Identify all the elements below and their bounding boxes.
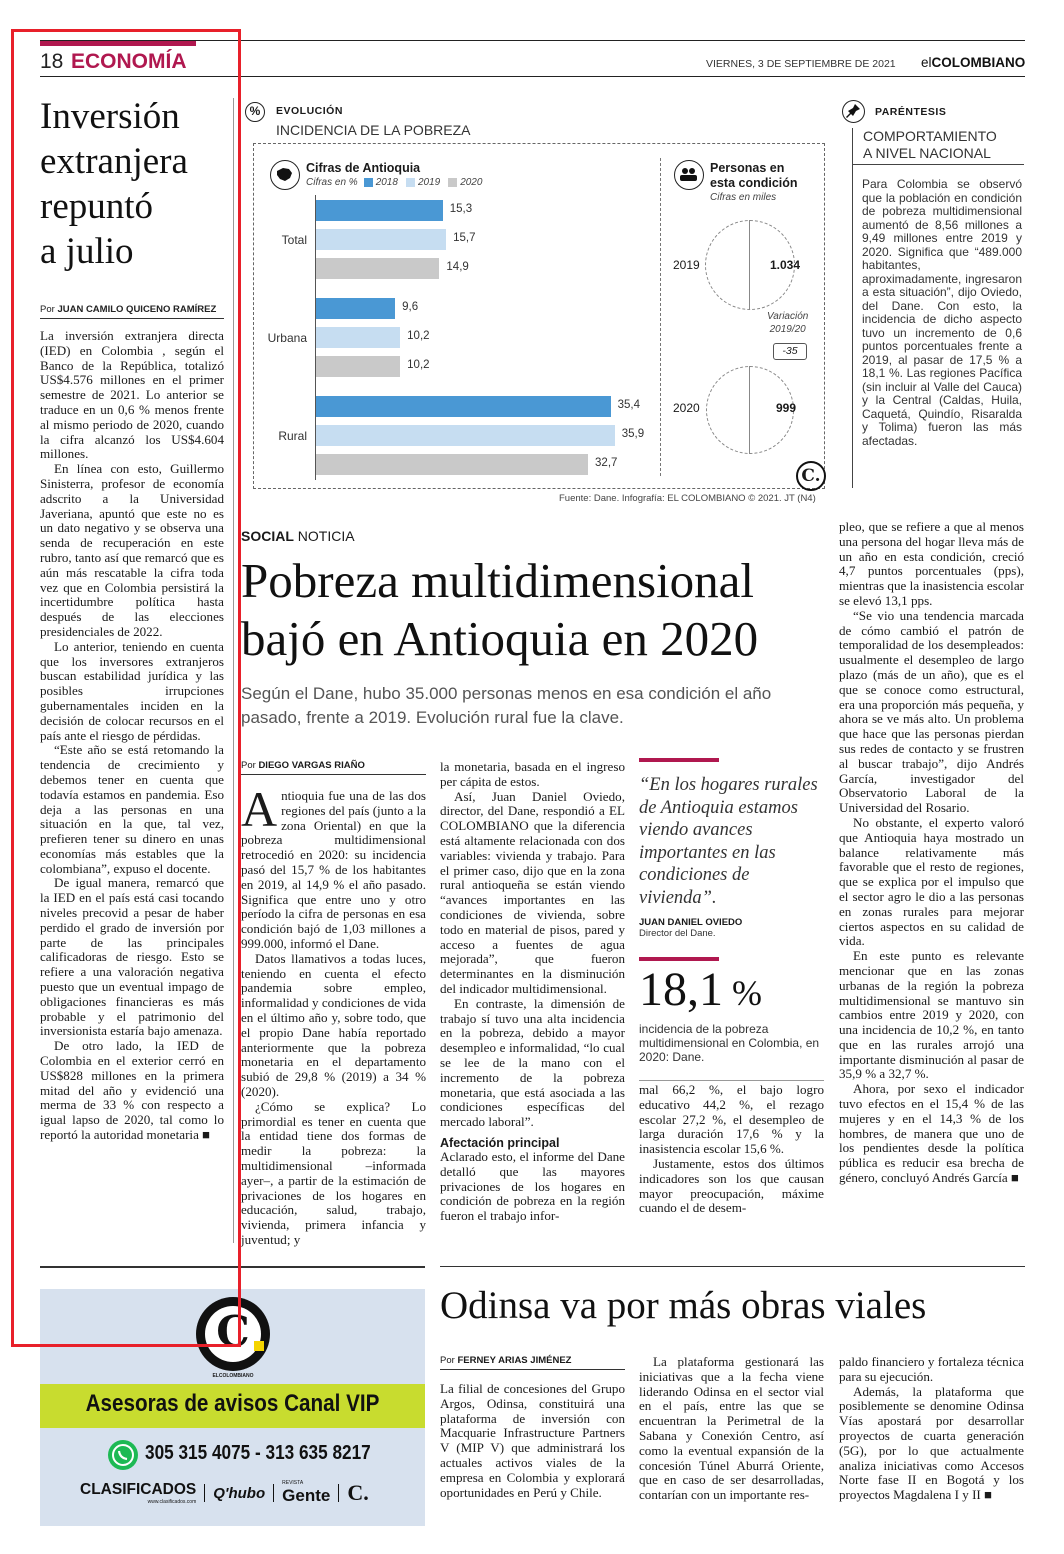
pin-icon xyxy=(842,100,865,123)
antioquia-map-icon xyxy=(270,160,300,190)
bar-urbana-2019 xyxy=(315,327,400,348)
bar-value-label: 10,2 xyxy=(407,330,430,342)
clasificados-url: www.clasificados.com xyxy=(147,1499,197,1505)
people-title: Personas en esta condición xyxy=(710,161,798,190)
category-label-total: Total xyxy=(281,233,307,247)
legend-label: 2019 xyxy=(417,177,441,188)
paragraph: La inversión extranjera directa (IED) en Colombia , según el Banco de la República, totalizó US$4.576 millones en el primer semestre de 2021. Lo anterior se traduce en un 0,6 % menos frente al mismo periodo de 2020, cuando la cifra alcanzó los US$4.604 millones. xyxy=(40,328,224,462)
ad-c-logo: C xyxy=(196,1297,270,1371)
people-icon xyxy=(674,160,704,190)
legend-swatch xyxy=(448,178,457,187)
bar-total-2019 xyxy=(315,229,446,250)
ad-phones: 305 315 4075 - 313 635 8217 xyxy=(145,1442,371,1464)
odinsa-headline: Odinsa va por más obras viales xyxy=(440,1284,927,1327)
legend-label: 2020 xyxy=(460,177,483,188)
masthead-logo: elCOLOMBIANO xyxy=(921,55,1026,70)
gente-brand: Gente xyxy=(282,1486,331,1505)
infographic-kicker: EVOLUCIÓN xyxy=(276,105,343,117)
bar-urbana-2018 xyxy=(315,298,395,319)
paragraph: La filial de concesiones del Grupo Argos, Odinsa, constituirá una plataforma de inversión con Macquarie Infrastructure Partners V (MIP V) que administrará los actuales activos viales de la empresa en Colombia y explorará oportunidades en Perú y Chile. xyxy=(440,1381,625,1500)
bar-urbana-2020 xyxy=(315,356,400,377)
header-date: VIERNES, 3 DE SEPTIEMBRE DE 2021 xyxy=(706,58,896,70)
quote-author: JUAN DANIEL OVIEDO xyxy=(639,917,743,928)
panel-title: Cifras de Antioquia xyxy=(306,161,421,175)
main-col-4 xyxy=(839,520,1024,1186)
main-col-3 xyxy=(639,758,824,1216)
gente-small: REVISTA xyxy=(282,1480,304,1486)
year-2020: 2020 xyxy=(673,401,700,415)
paragraph: ¿Cómo se explica? Lo primordial es tener en cuenta que la entidad tiene dos formas de medir la pobreza: la multidimensional –informada ayer–, a partir de la estimación de privaciones de los hogares en educación, salud, trabajo, vivienda, primera infancia y juventud; y xyxy=(241,1098,426,1247)
sidebar-title: COMPORTAMIENTO A NIVEL NACIONAL xyxy=(863,128,997,161)
subhead: Afectación principal xyxy=(440,1135,560,1150)
main-col-2 xyxy=(440,760,625,1224)
paragraph: Además, la plataforma que posiblemente se denomine Odinsa Vías apostará por desarrollar proyectos de cuarta generación (5G), por lo que actualmente analiza iniciativas como Accesos Norte fase II en Bogotá y los proyectos Magdalena I y II ■ xyxy=(839,1383,1024,1503)
paragraph: Justamente, estos dos últimos indicadores son los que causan mayor preocupación, máxime cuando el de desem- xyxy=(639,1155,824,1216)
people-units: Cifras en miles xyxy=(710,192,777,203)
legend-item-2020 xyxy=(448,177,482,188)
section-name: ECONOMÍA xyxy=(71,50,187,73)
ad-title: Asesoras de avisos Canal VIP xyxy=(85,1390,380,1417)
bar-value-label: 35,4 xyxy=(617,399,640,411)
main-deck: Según el Dane, hubo 35.000 personas menos en esa condición el año pasado, frente a 2019. Evolución rural fue la clave. xyxy=(241,684,772,727)
paragraph: La plataforma gestionará las iniciativas que a la fecha viene liderando Odinsa en el sector vial en el país, entre las que se encuentran la Perimetral de la Sabana y Conexión Centro, así como la eventual expansión de la concesión Túnel Aburrá Oriente, que en caso de ser desarrolladas, contarían con un importante res- xyxy=(639,1354,824,1503)
bar-total-2020 xyxy=(315,258,439,279)
page-number: 18 xyxy=(40,50,64,73)
paragraph: ntioquia fue una de las dos regiones del país (junto a la zona Oriental) en que la pobreza multidimensional retrocedió en 2020: su incidencia pasó del 15,7 % de los habitantes en 2019, al 14,9 % el año pasado. Significa que entre uno y otro período la cifra de personas en esa condición bajó de 1,03 millones a 999.000, informó el Dane. xyxy=(241,788,426,951)
quote-role: Director del Dane. xyxy=(639,928,716,939)
variation-label: Variación 2019/20 xyxy=(767,311,809,335)
value-2019: 1.034 xyxy=(770,258,801,272)
legend-item-2019 xyxy=(406,177,440,188)
bar-rural-2018 xyxy=(315,396,611,417)
main-byline: Por DIEGO VARGAS RIAÑO xyxy=(241,760,426,775)
odinsa-col-3 xyxy=(839,1355,1024,1503)
odinsa-byline: Por FERNEY ARIAS JIMÉNEZ xyxy=(440,1355,625,1370)
ad-brands xyxy=(80,1480,400,1506)
big-number: 18,1 % xyxy=(639,963,762,1016)
paragraph: Así, Juan Daniel Oviedo, director, del Dane, respondió a EL COLOMBIANO que la diferencia está altamente relacionada con dos variables: vivienda y trabajo. Para el primer caso, dijo que en la zona rural antioqueña se están viendo “avances importantes en las condiciones de vivienda, sobre todo en material de pisos, pared y acceso a fuentes de agua mejorada”, que fueron determinantes en la disminución del indicador multidimensional. xyxy=(440,788,625,996)
paragraph: No obstante, el experto valoró que Antioquia haya mostrado un balance relativamente más favorable que el resto de regiones, que se explica por el impulso que el sector agro le dio a las personas en zonas rurales para mejorar ciertos aspectos en su calidad de vida. xyxy=(839,814,1024,949)
paragraph: Ahora, por sexo el indicador tuvo efectos en el 15,4 % de las mujeres y en el 14,3 % de los hombres, de manera que uno de los pendientes desde la política pública es reducir esa brecha de género, concluyó Andrés García ■ xyxy=(839,1081,1024,1186)
bar-value-label: 9,6 xyxy=(402,301,419,313)
chart-legend: Cifras en % 2018 2019 2020 xyxy=(306,177,483,188)
c-logo-icon: C. xyxy=(796,461,826,491)
bar-value-label: 10,2 xyxy=(407,359,430,371)
category-label-urbana: Urbana xyxy=(267,331,307,345)
paragraph: En línea con esto, Guillermo Sinisterra, profesor de economía adscrito a la Universidad Javeriana, apuntó que este no es un dato negativo y se observa una senda de recuperación en este rubro, tanto así que remarcó que es aún más rescatable la cifra toda vez que en Colombia persistirá la incertidumbre política hasta después de las elecciones presidenciales de 2022. xyxy=(40,461,224,639)
bar-value-label: 15,3 xyxy=(449,203,473,215)
quote-bar xyxy=(639,758,719,762)
infographic-title: INCIDENCIA DE LA POBREZA xyxy=(276,122,471,138)
bar-value-label: 14,9 xyxy=(446,261,469,273)
year-2019: 2019 xyxy=(673,258,700,272)
legend-item-2018 xyxy=(364,177,398,188)
article-title: Inversión extranjera repuntó a julio xyxy=(40,96,188,272)
highlight-frame xyxy=(11,29,241,1347)
qhubo-brand: Q'hubo xyxy=(213,1484,266,1502)
paragraph: Aclarado esto, el informe del Dane detalló que las mayores privaciones de los hogares en condición de pobreza en la región fueron el trabajo infor- xyxy=(440,1148,625,1224)
c-brand: C. xyxy=(347,1480,369,1505)
paragraph: pleo, que se refiere a que al menos una persona del hogar lleva más de un año en esta condición, creció 4,7 puntos porcentuales (pps), mientras que la inasistencia escolar se elevó 13,1 pps. xyxy=(839,519,1024,608)
category-label-rural: Rural xyxy=(278,429,307,443)
legend-label: 2018 xyxy=(375,177,398,188)
paragraph: De otro lado, la IED de Colombia en el exterior cerró en US$828 millones en la primera mitad del año y evidenció una merma de 33 % con respecto a igual lapso de 2020, tal como lo reportó la autoridad monetaria ■ xyxy=(40,1038,224,1143)
legend-swatch xyxy=(406,178,415,187)
bar-rural-2020 xyxy=(315,454,588,475)
paragraph: En contraste, la dimensión de trabajo sí tuvo una alta incidencia en la pobreza, debido a mayor desempleo e informalidad, “lo cual se lee de la mano con el incremento de la pobreza monetaria, que está asociada a las condiciones específicas del mercado laboral”. xyxy=(440,995,625,1130)
variation-badge: -35 xyxy=(773,343,807,360)
big-number-caption: incidencia de la pobreza multidimensional en Colombia, en 2020: Dane. xyxy=(639,1022,820,1064)
paragraph: paldo financiero y fortaleza técnica para su ejecución. xyxy=(839,1354,1024,1384)
chart-axis xyxy=(315,195,316,480)
paragraph: “Este año se está retomando la tendencia de crecimiento y debemos tener en cuenta que todavía estamos en pandemia. Eso deja a las personas en una situación en la que, tal vez, prefieren tener su dinero en unas economías más estables que la colombiana”, expuso el docente. xyxy=(40,742,224,876)
infographic-source: Fuente: Dane. Infografía: EL COLOMBIANO © 2021. JT (N4) xyxy=(559,493,816,504)
paragraph: De igual manera, remarcó que la IED en el país está casi tocando niveles precovid a pesar de haber perdido el grado de inversión por parte de las principales calificadoras de riesgo. Esto se refiere a una valoración negativa puesto que un eventual impago de obligaciones financieras es más probable y el patrimonio del inversionista estaría bajo amenaza. xyxy=(40,875,224,1039)
paragraph: En este punto es relevante mencionar que en las zonas urbanas de la región la pobreza multidimensional se mantuvo sin cambios entre 2019 y 2020, con una incidencia de 10,2 %, en tanto que en las rurales arrojó una importante disminución al pasar de 35,9 % a 32,7 %. xyxy=(839,948,1024,1082)
pull-quote: “En los hogares rurales de Antioquia estamos viendo avances importantes en las condiciones de vivienda”. xyxy=(639,775,818,908)
bar-value-label: 35,9 xyxy=(621,428,645,440)
main-headline: Pobreza multidimensional bajó en Antioquia en 2020 xyxy=(241,553,759,666)
panel-divider xyxy=(660,158,661,476)
bar-chart xyxy=(253,190,653,485)
paragraph: mal 66,2 %, el bajo logro educativo 44,2 %, el rezago escolar 27,2 %, el desempleo de larga duración 17,6 % y la inasistencia escolar 15,6 %. xyxy=(639,1082,824,1157)
bar-value-label: 15,7 xyxy=(453,232,476,244)
whatsapp-icon xyxy=(108,1440,138,1470)
legend-swatch xyxy=(364,178,373,187)
bar-rural-2019 xyxy=(315,425,615,446)
bar-total-2018 xyxy=(315,200,443,221)
ad-logo-caption: ELCOLOMBIANO xyxy=(212,1373,254,1379)
odinsa-col-2 xyxy=(639,1355,824,1503)
main-section-label: SOCIAL NOTICIA xyxy=(241,528,355,544)
paragraph: la monetaria, basada en el ingreso per cápita de estos. xyxy=(440,759,625,789)
clasificados-brand: CLASIFICADOS xyxy=(80,1481,197,1498)
odinsa-col-1 xyxy=(440,1355,625,1500)
sidebar-text: Para Colombia se observó que la población en condición de pobreza multidimensional aumentó de 8,56 millones a 9,49 millones entre 2019 y 2020. Significa que “489.000 habitantes, aproximadamente, ingresaron a esta situación”, dijo Oviedo, del Dane. Con esto, la incidencia de dicho aspecto tuvo un incremento de 0,6 puntos porcentuales frente a 2019, al pasar de 17,5 % a 18,1 %. Las regiones Pacífica (sin incluir al Valle del Cauca) y la Central (Caldas, Huila, Caquetá, Quindío, Risaralda y Tolima) fueron las más afectadas. xyxy=(862,177,1022,448)
paragraph: Lo anterior, teniendo en cuenta que los inversores extranjeros buscan estabilidad jurídica y las posibles irrupciones gubernamentales inciden en la decisión de colocar recursos en el país ante el riesgo de pérdidas. xyxy=(40,638,224,743)
value-2020: 999 xyxy=(776,401,797,415)
bar-value-label: 32,7 xyxy=(595,457,618,469)
percent-icon: % xyxy=(245,102,265,122)
sidebar-kicker: PARÉNTESIS xyxy=(875,106,947,118)
paragraph: Datos llamativos a todas luces, teniendo en cuenta el efecto pandemia sobre empleo, informalidad y condiciones de vida en el último año y, sobre todo, que el propio Dane había reportado anteriormente que la pobreza monetaria en el departamento subió de 29,8 % (2019) a 34 % (2020). xyxy=(241,950,426,1099)
drop-cap: A xyxy=(241,781,278,837)
byline: Por JUAN CAMILO QUICENO RAMÍREZ xyxy=(40,304,224,319)
main-col-1 xyxy=(241,760,426,1248)
paragraph: “Se vio una tendencia marcada de cómo cambió el patrón de temporalidad de los desempleados: usualmente el desempleo de largo plazo (más de un año), que es el que se conoce como estructural, era una proporción más pequeña, y ahora se ve más alto. Un problema que hace que las personas pierdan sus redes de contacto y se frustren al buscar trabajo”, dijo Andrés García, investigador del Observatorio Laboral de la Universidad del Rosario. xyxy=(839,607,1024,816)
